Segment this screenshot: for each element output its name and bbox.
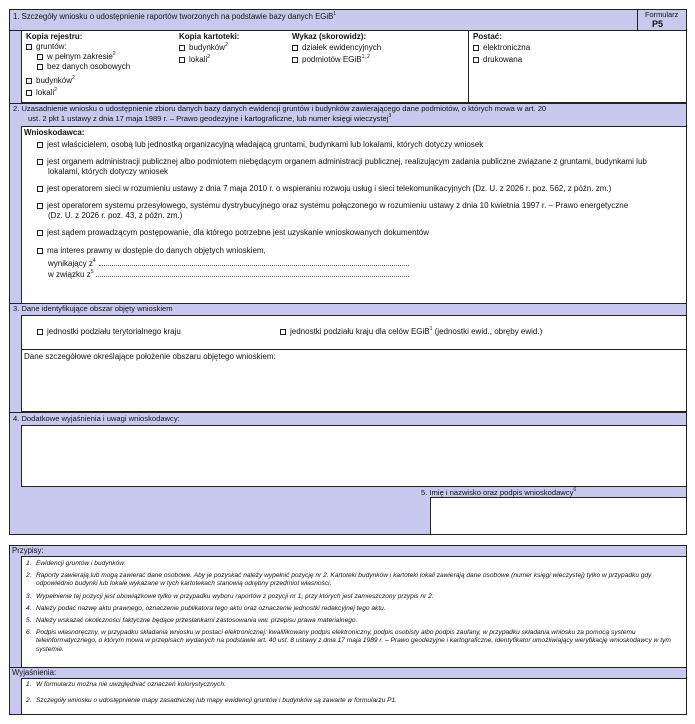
opt-operator-systemu[interactable]: jest operatorem systemu przesyłowego, systemu dystrybucyjnego oraz systemu połączonego w rozumieniu ustawy z dnia 10 kwietnia 1997 r. – Prawo energetyczne bbox=[37, 201, 628, 211]
wyjasnienie-2: Szczegóły wniosku o udostępnienie mapy zasadniczej lub mapy ewidencji gruntów i budynków są zawarte w formularzu P1. bbox=[36, 697, 398, 704]
checkbox-icon[interactable] bbox=[37, 142, 43, 148]
section2-title-line1: 2. Uzasadnienie wniosku o udostępnienie zbioru danych bazy danych ewidencji gruntów i budynków zawierającego dane podmiotów, o których mowa w art. 20 bbox=[13, 104, 547, 113]
uwagi-input[interactable] bbox=[21, 425, 687, 487]
wyjasnienie-num: 2. bbox=[26, 697, 32, 704]
opt-organ-line2: lokalami, których dotyczy wniosek bbox=[48, 167, 169, 176]
checkbox-icon[interactable] bbox=[26, 78, 32, 84]
przypis-1: Ewidencji gruntów i budynków. bbox=[36, 560, 126, 567]
przypis-num: 1. bbox=[26, 560, 32, 567]
przypis-num: 4. bbox=[26, 605, 32, 612]
checkbox-icon[interactable] bbox=[292, 57, 298, 63]
opt-egib[interactable]: jednostki podziału kraju dla celów EGiB$^1$ (jednostki ewid., obręby ewid.) bbox=[280, 327, 542, 337]
section1-divider bbox=[468, 30, 469, 103]
przypis-4: Należy podać nazwę aktu prawnego, oznaczenie publikatora tego aktu oraz oznaczenie jednostki redakcyjnej tego aktu. bbox=[36, 605, 386, 612]
checkbox-icon[interactable] bbox=[37, 203, 43, 209]
section2-title-line2: ust. 2 pkt 1 ustawy z dnia 17 maja 1989 r. – Prawo geodezyjne i kartograficzne, lub numer księgi wieczystej$^3$ bbox=[28, 113, 392, 123]
wynikajacy-input-line[interactable] bbox=[99, 265, 409, 266]
przypis-2: Raporty zawierają lub mogą zawierać dane osobowe. Aby je pozyskać należy wypełnić pozycję nr 2. Kartoteki budynków i kartoteki lokali zawierają dane osobowe (numer księgi wieczystej) tylko w przypadku gdy odpowiednio budynki lub lokale wykazane w tych kartotekach stanowią odrębny przedmiot własności. bbox=[36, 572, 652, 588]
postac-heading: Postać: bbox=[473, 32, 502, 41]
przypis-num: 5. bbox=[26, 617, 32, 624]
kopia-rejestru-heading: Kopia rejestru: bbox=[26, 32, 83, 41]
checkbox-icon[interactable] bbox=[37, 159, 43, 165]
przypis-6: Podpis własnoręczny, w przypadku składania wniosku w postaci elektronicznej: kwalifikowany podpis elektroniczny, podpis osobisty albo podpis zaufany, w przypadku składania wniosku za pomocą systemu teleinformatycznego, o którym mowa w przepisach wydanych na podstawie art. 40 ust. 8 ustawy z dnia 17 maja 1989 r. – Prawo geodezyjne i kartograficzne, identyfikator umożliwiający weryfikację wnioskodawcy w tym systemie. bbox=[36, 629, 671, 653]
checkbox-icon[interactable] bbox=[37, 186, 43, 192]
przypisy-heading: Przypisy: bbox=[12, 546, 44, 555]
wykaz-heading: Wykaz (skorowidz): bbox=[292, 32, 367, 41]
opt-organ[interactable]: jest organem administracji publicznej albo podmiotem niebędącym organem administracji publicznej, realizującym zadania publiczne związane z gruntami, budynkami lub bbox=[37, 157, 647, 167]
opt-operator-systemu-line2: (Dz. U. z 2026 r. poz. 43, z późn. zm.) bbox=[48, 211, 183, 220]
checkbox-icon[interactable] bbox=[37, 54, 43, 60]
section3-title: 3. Dane identyfikujące obszar objęty wnioskiem bbox=[13, 304, 173, 313]
checkbox-icon[interactable] bbox=[37, 248, 43, 254]
wyjasnienie-1: W formularzu można nie uwzględniać oznaczeń kolorystycznych. bbox=[36, 681, 226, 688]
kartoteki-budynkow-checkbox[interactable]: budynków$^2$ bbox=[179, 43, 228, 53]
rejestr-lokali-checkbox[interactable]: lokali$^2$ bbox=[26, 88, 57, 98]
checkbox-icon[interactable] bbox=[37, 64, 43, 70]
section5-title: 5. Imię i nazwisko oraz podpis wnioskodawcy$^6$ bbox=[421, 487, 577, 497]
opt-wlasciciel[interactable]: jest właścicielem, osobą lub jednostką organizacyjną władającą gruntami, budynkami lub lokalami, których dotyczy wniosek bbox=[37, 140, 483, 150]
wnioskodawca-heading: Wnioskodawca: bbox=[24, 128, 85, 137]
rejestr-budynkow-checkbox[interactable]: budynków$^2$ bbox=[26, 76, 75, 86]
section1-title: 1. Szczegóły wniosku o udostępnienie raportów tworzonych na podstawie bazy danych EGiB$^1$ bbox=[13, 11, 337, 21]
przypis-num: 6. bbox=[26, 629, 32, 636]
checkbox-icon[interactable] bbox=[26, 44, 32, 50]
wyjasnienia-heading: Wyjaśnienia: bbox=[12, 668, 57, 677]
szczegoly-label: Dane szczegółowe określające położenie obszaru objętego wnioskiem: bbox=[24, 352, 276, 361]
checkbox-icon[interactable] bbox=[37, 230, 43, 236]
checkbox-icon[interactable] bbox=[280, 329, 286, 335]
checkbox-icon[interactable] bbox=[26, 90, 32, 96]
przypis-3: Wypełnienie tej pozycji jest obowiązkowe tylko w przypadku wyboru raportów z pozycji nr 1, przy których jest zamieszczony przypis nr 2. bbox=[36, 593, 434, 600]
drukowana-checkbox[interactable]: drukowana bbox=[473, 55, 522, 65]
form-label: Formularz bbox=[645, 10, 679, 19]
checkbox-icon[interactable] bbox=[179, 45, 185, 51]
kartoteki-lokali-checkbox[interactable]: lokali$^2$ bbox=[179, 55, 210, 65]
gruntow-checkbox[interactable]: gruntów: bbox=[26, 42, 67, 52]
opt-teryt[interactable]: jednostki podziału terytorialnego kraju bbox=[37, 327, 181, 337]
wzwiazku-input-line[interactable] bbox=[96, 276, 409, 277]
przypis-num: 2. bbox=[26, 572, 32, 579]
kopia-kartoteki-heading: Kopia kartoteki: bbox=[179, 32, 240, 41]
wynikajacy-field[interactable]: wynikający $z^4$ bbox=[48, 259, 409, 269]
form-code: P5 bbox=[652, 19, 664, 29]
wyjasnienie-num: 1. bbox=[26, 681, 32, 688]
elektroniczna-checkbox[interactable]: elektroniczna bbox=[473, 43, 530, 53]
przypis-num: 3. bbox=[26, 593, 32, 600]
checkbox-icon[interactable] bbox=[473, 45, 479, 51]
w-pelnym-zakresie-checkbox[interactable]: w pełnym zakresie$^2$ bbox=[37, 52, 116, 62]
checkbox-icon[interactable] bbox=[37, 329, 43, 335]
checkbox-icon[interactable] bbox=[292, 45, 298, 51]
section4-title: 4. Dodatkowe wyjaśnienia i uwagi wnioskodawcy: bbox=[13, 414, 180, 423]
checkbox-icon[interactable] bbox=[473, 57, 479, 63]
signature-input[interactable] bbox=[430, 497, 687, 535]
checkbox-icon[interactable] bbox=[179, 57, 185, 63]
opt-sad[interactable]: jest sądem prowadzącym postępowanie, dla którego potrzebne jest uzyskanie wnioskowanych dokumentów bbox=[37, 228, 429, 238]
przypis-5: Należy wskazać okoliczności faktyczne będące przesłankami zastosowania ww. przepisu prawa materialnego. bbox=[36, 617, 358, 624]
opt-interes-prawny[interactable]: ma interes prawny w dostępie do danych objętych wnioskiem, bbox=[37, 246, 266, 256]
wzwiazku-field[interactable]: w związku $z^5$ bbox=[48, 270, 409, 280]
bez-danych-checkbox[interactable]: bez danych osobowych bbox=[37, 62, 130, 72]
opt-operator-sieci[interactable]: jest operatorem sieci w rozumieniu ustawy z dnia 7 maja 2010 r. o wspieraniu rozwoju usług i sieci telekomunikacyjnych (Dz. U. z 2026 r. poz. 562, z późn. zm.) bbox=[37, 184, 611, 194]
dzialek-checkbox[interactable]: działek ewidencyjnych bbox=[292, 43, 381, 53]
podmiotow-checkbox[interactable]: podmiotów EGiB$^{1, 2}$ bbox=[292, 55, 370, 65]
